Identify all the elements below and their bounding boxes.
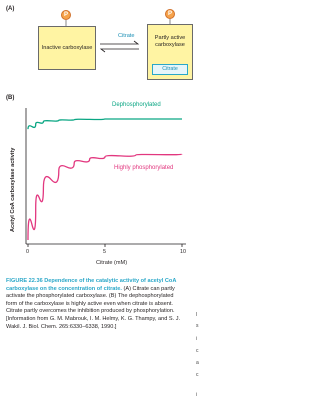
y-axis-title: Acetyl CoA carboxylase activity (10, 147, 16, 232)
cropped-adjacent-text: I (196, 312, 198, 318)
x-axis-title: Citrate (mM) (96, 260, 128, 266)
cropped-adjacent-text: c (196, 372, 199, 378)
forward-arrow-icon (100, 41, 138, 44)
cropped-adjacent-text: s (196, 323, 199, 329)
phosphate-icon: P (165, 9, 175, 19)
x-tick-label: 10 (180, 249, 186, 255)
panel-b-label: (B) (6, 95, 15, 101)
free-citrate-label: Citrate (118, 33, 135, 39)
cropped-adjacent-text: i (196, 392, 198, 398)
cropped-adjacent-text: c (196, 348, 199, 354)
cropped-adjacent-text: a (196, 360, 199, 366)
x-ticks (28, 244, 182, 247)
phosphate-icon: P (61, 10, 71, 20)
series-label-dephosphorylated: Dephosphorylated (112, 102, 161, 108)
figure-number: FIGURE 22.36 (6, 278, 43, 284)
figure-caption (6, 278, 184, 331)
inactive-carboxylase-label: Inactive carboxylase (41, 44, 93, 51)
figure-body: (A) Citrate can partly activate the phosphorylated carboxylase. (B) The dephosphorylated form of the carboxylase is highly active even when citrate is absent. Citrate partly overcomes the inhibition produced by phosphorylation. [Information from G. M. Mabrouk, I. M. Helmy, K. G. Thampy, and S. J. Wakil. J. Biol. Chem. 265:6330–6338, 1990.] (6, 285, 181, 330)
series-label-phosphorylated: Highly phosphorylated (114, 165, 174, 171)
x-tick-label: 5 (103, 249, 106, 255)
cropped-adjacent-text: i (196, 336, 198, 342)
figure-title: Dependence of the catalytic activity of acetyl CoA carboxylase on the concentration of citrate. (6, 278, 177, 292)
x-tick-label: 0 (26, 249, 29, 255)
panel-a-label: (A) (6, 6, 15, 12)
bound-citrate-tag: Citrate (152, 64, 188, 75)
active-carboxylase-label: Partly active carboxylase (154, 35, 186, 48)
reverse-arrow-icon (101, 49, 139, 52)
dephosphorylated-curve (28, 119, 182, 129)
